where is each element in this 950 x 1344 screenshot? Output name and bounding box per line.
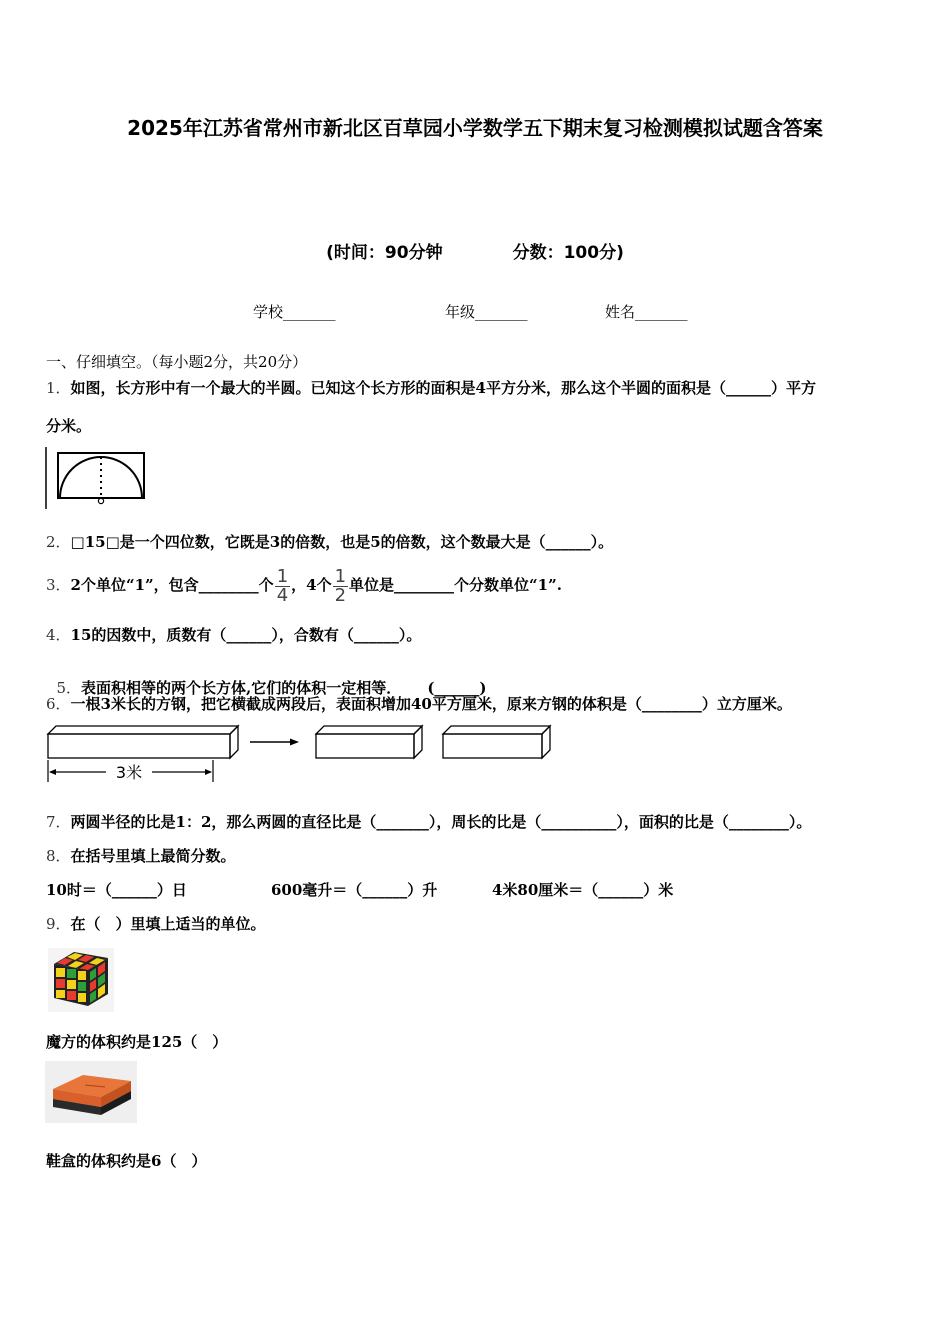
name-field: 姓名_______ — [605, 303, 688, 321]
fraction-numerator: 1 — [334, 565, 347, 587]
question-7 — [46, 811, 811, 832]
exam-score: 分数：100分) — [512, 243, 624, 263]
question-3 — [46, 560, 562, 610]
question-number: 1． — [46, 379, 71, 397]
question-text: 15的因数中，质数有（______），合数有（______）。 — [70, 626, 422, 644]
fraction-numerator: 1 — [276, 565, 289, 587]
short-bar-shape-2 — [443, 726, 550, 758]
question-9 — [46, 913, 266, 934]
question-text: 在括号里填上最简分数。 — [70, 847, 236, 865]
question-8 — [46, 845, 236, 866]
question-6 — [46, 693, 792, 714]
shoebox-image — [45, 1061, 137, 1123]
fraction-one-quarter — [275, 565, 290, 606]
exam-meta — [0, 238, 950, 263]
question-text-part1: 2个单位“1”，包含________个 — [70, 576, 274, 594]
rectangle-semicircle-figure — [44, 445, 150, 511]
school-field: 学校_______ — [253, 303, 336, 321]
exam-time: (时间：90分钟 — [326, 243, 443, 263]
question-number: 3． — [46, 576, 71, 594]
question-1 — [46, 377, 816, 398]
question-1-continued: 分米。 — [46, 417, 92, 435]
question-text: □15□是一个四位数，它既是3的倍数，也是5的倍数，这个数最大是（______）。 — [70, 533, 614, 551]
fraction-one-half — [333, 565, 348, 606]
length-label: 3米 — [115, 763, 143, 782]
q8-item-a: 10时＝（______）日 — [46, 881, 187, 899]
section-heading: 一、仔细填空。（每小题2分，共20分） — [46, 353, 308, 371]
fraction-denominator: 2 — [334, 584, 347, 606]
question-text-part3: 单位是________个分数单位“1”. — [349, 576, 562, 594]
question-number: 2． — [46, 533, 71, 551]
question-text: 表面积相等的两个长方体,它们的体积一定相等． (______) — [81, 679, 487, 697]
question-text: 如图，长方形中有一个最大的半圆。已知这个长方形的面积是4平方分米，那么这个半圆的面积是（______）平方 — [70, 379, 816, 397]
question-text: 在（ ）里填上适当的单位。 — [70, 915, 266, 933]
page-title: 2025年江苏省常州市新北区百草园小学数学五下期末复习检测模拟试题含答案 — [127, 116, 823, 140]
steel-bar-figure — [44, 722, 556, 784]
long-bar-shape — [48, 726, 238, 758]
short-bar-shape-1 — [316, 726, 422, 758]
question-number: 7． — [46, 813, 71, 831]
grade-field: 年级_______ — [445, 303, 528, 321]
arrow-head — [290, 739, 299, 746]
rubiks-cube-image — [48, 948, 114, 1012]
question-number: 9． — [46, 915, 71, 933]
question-text-part2: ，4个 — [291, 576, 332, 594]
q8-item-b: 600毫升＝（______）升 — [271, 881, 438, 899]
question-number: 4． — [46, 626, 71, 644]
question-2 — [46, 531, 613, 552]
question-text: 一根3米长的方钢，把它横截成两段后，表面积增加40平方厘米，原来方钢的体积是（________）立方厘米。 — [70, 695, 792, 713]
question-number: 5． — [56, 679, 81, 697]
question-text: 两圆半径的比是1：2，那么两圆的直径比是（_______），周长的比是（__________），面积的比是（________）。 — [70, 813, 812, 831]
fraction-denominator: 4 — [276, 584, 289, 606]
cube-volume-question: 魔方的体积约是125（ ） — [46, 1033, 228, 1051]
shoebox-volume-question: 鞋盒的体积约是6（ ） — [46, 1152, 207, 1170]
question-number: 8． — [46, 847, 71, 865]
q8-item-c: 4米80厘米＝（______）米 — [492, 881, 674, 899]
question-number: 6． — [46, 695, 71, 713]
question-4 — [46, 624, 421, 645]
